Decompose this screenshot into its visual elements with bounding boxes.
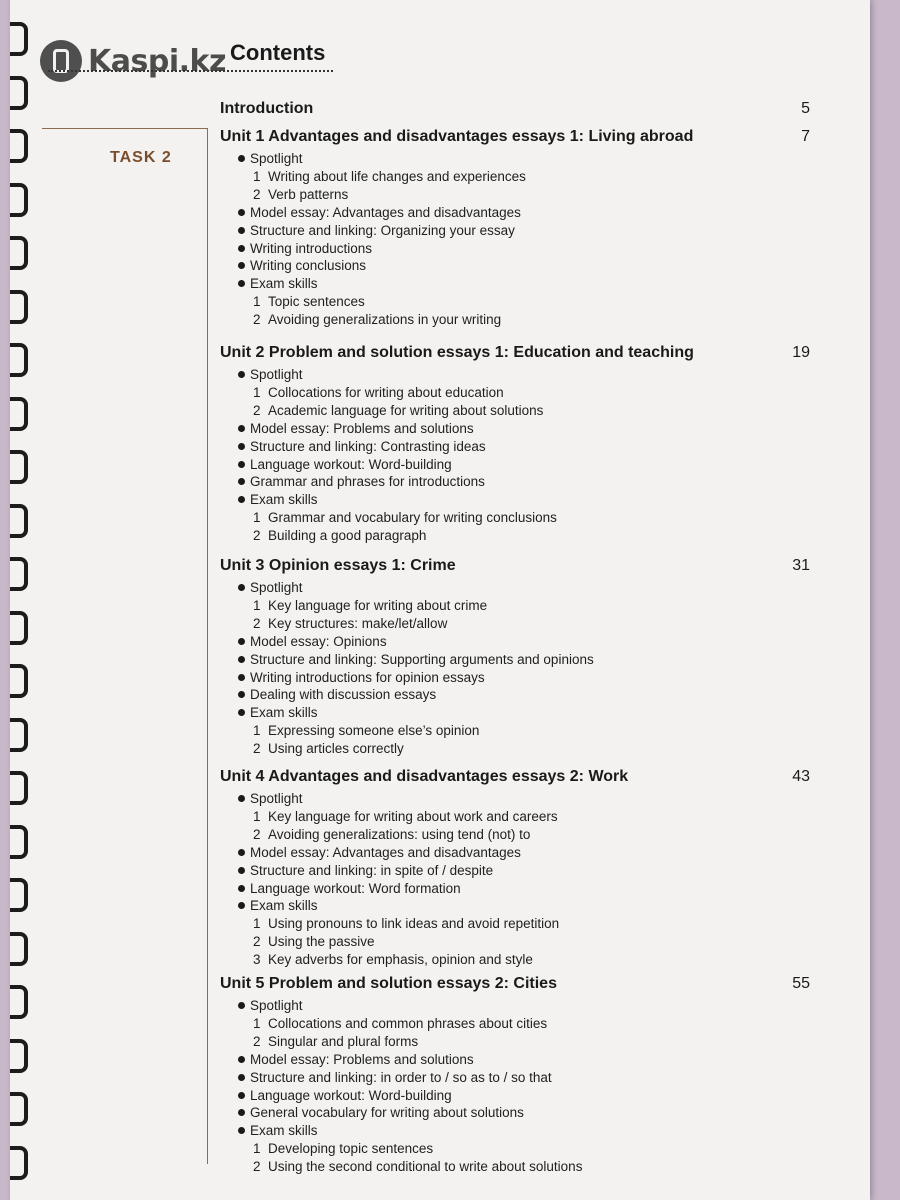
item-text: Structure and linking: Contrasting ideas: [250, 438, 486, 454]
bullet-item: [220, 651, 810, 669]
item-text: Exam skills: [250, 705, 318, 721]
item-text: Spotlight: [250, 791, 303, 806]
item-text: Writing conclusions: [250, 258, 367, 274]
bullet-item: [220, 150, 810, 168]
item-text: Singular and plural forms: [268, 1033, 419, 1049]
bullet-icon: [238, 638, 245, 645]
item-text: Writing introductions: [250, 240, 373, 256]
bullet-icon: [238, 461, 245, 468]
item-text: Topic sentences: [268, 294, 365, 310]
item-number: 2: [253, 615, 261, 631]
item-number: 1: [253, 384, 261, 400]
item-number: 1: [253, 510, 261, 526]
bullet-icon: [238, 245, 245, 252]
bullet-icon: [238, 1092, 245, 1099]
bullet-item: [220, 366, 810, 384]
item-text: Using articles correctly: [268, 741, 404, 757]
unit-entry: [220, 768, 810, 969]
bullet-item: [220, 880, 810, 898]
item-text: Exam skills: [250, 898, 318, 914]
bullet-icon: [238, 674, 245, 681]
numbered-subitem: [220, 509, 810, 527]
unit-title: Unit 1 Advantages and disadvantages essays 1: Living abroad: [220, 128, 694, 145]
item-text: Model essay: Advantages and disadvantages: [250, 204, 521, 220]
numbered-subitem: [220, 186, 810, 204]
bullet-icon: [238, 885, 245, 892]
bullet-icon: [238, 478, 245, 485]
task-label: TASK 2: [110, 149, 172, 166]
item-number: 2: [253, 1033, 261, 1049]
item-text: Structure and linking: Organizing your essay: [250, 222, 515, 238]
bullet-icon: [238, 691, 245, 698]
bullet-item: [220, 844, 810, 862]
unit-heading: [220, 768, 810, 790]
item-text: Spotlight: [250, 151, 303, 166]
item-text: Model essay: Problems and solutions: [250, 1051, 474, 1067]
unit-entry: [220, 557, 810, 758]
bullet-icon: [238, 709, 245, 716]
item-text: Grammar and vocabulary for writing conclusions: [268, 510, 557, 526]
numbered-subitem: [220, 1158, 810, 1176]
item-text: Avoiding generalizations in your writing: [268, 312, 502, 328]
numbered-subitem: [220, 951, 810, 969]
bullet-item: [220, 704, 810, 722]
numbered-subitem: [220, 740, 810, 758]
item-text: Language workout: Word-building: [250, 456, 452, 472]
item-number: 1: [253, 808, 261, 824]
bullet-icon: [238, 1056, 245, 1063]
item-number: 2: [253, 826, 261, 842]
bullet-item: [220, 1104, 810, 1122]
item-text: General vocabulary for writing about solutions: [250, 1105, 524, 1121]
bullet-item: [220, 420, 810, 438]
item-text: Model essay: Opinions: [250, 633, 387, 649]
unit-heading: [220, 975, 810, 997]
bullet-item: [220, 222, 810, 240]
bullet-icon: [238, 656, 245, 663]
introduction-entry: [220, 100, 810, 118]
unit-title: Unit 2 Problem and solution essays 1: Education and teaching: [220, 344, 694, 361]
numbered-subitem: [220, 168, 810, 186]
bullet-icon: [238, 443, 245, 450]
bullet-icon: [238, 795, 245, 802]
bullet-item: [220, 438, 810, 456]
item-text: Collocations for writing about education: [268, 384, 504, 400]
bullet-item: [220, 473, 810, 491]
item-number: 2: [253, 402, 261, 418]
item-number: 1: [253, 294, 261, 310]
item-text: Spotlight: [250, 998, 303, 1013]
unit-heading: [220, 344, 810, 366]
introduction-label: Introduction: [220, 100, 314, 117]
numbered-subitem: [220, 1033, 810, 1051]
item-text: Developing topic sentences: [268, 1141, 434, 1157]
bullet-icon: [238, 1002, 245, 1009]
unit-entry: [220, 128, 810, 329]
item-text: Key structures: make/let/allow: [268, 615, 448, 631]
item-text: Exam skills: [250, 1123, 318, 1139]
item-number: 2: [253, 934, 261, 950]
item-text: Collocations and common phrases about cities: [268, 1015, 548, 1031]
bullet-icon: [238, 584, 245, 591]
item-number: 1: [253, 168, 261, 184]
item-number: 2: [253, 528, 261, 544]
bullet-item: [220, 491, 810, 509]
item-number: 1: [253, 597, 261, 613]
item-number: 1: [253, 1141, 261, 1157]
bullet-icon: [238, 1127, 245, 1134]
item-text: Model essay: Advantages and disadvantages: [250, 844, 521, 860]
numbered-subitem: [220, 1140, 810, 1158]
book-page: [10, 0, 870, 1200]
item-number: 2: [253, 186, 261, 202]
item-text: Grammar and phrases for introductions: [250, 474, 485, 490]
item-number: 2: [253, 312, 261, 328]
item-text: Language workout: Word formation: [250, 880, 461, 896]
item-text: Exam skills: [250, 492, 318, 508]
watermark-text: Kaspi.kz: [88, 43, 226, 79]
numbered-subitem: [220, 597, 810, 615]
numbered-subitem: [220, 826, 810, 844]
item-text: Structure and linking: in order to / so as to / so that: [250, 1069, 552, 1085]
unit-entry: [220, 344, 810, 545]
item-text: Structure and linking: in spite of / despite: [250, 862, 494, 878]
item-text: Expressing someone else’s opinion: [268, 723, 480, 739]
bullet-item: [220, 275, 810, 293]
item-number: 3: [253, 952, 261, 968]
item-text: Writing about life changes and experiences: [268, 168, 526, 184]
bullet-item: [220, 1122, 810, 1140]
item-text: Using the passive: [268, 934, 375, 950]
unit-title: Unit 3 Opinion essays 1: Crime: [220, 557, 456, 574]
unit-page-number: 19: [792, 344, 810, 361]
item-text: Spotlight: [250, 580, 303, 595]
unit-heading: [220, 557, 810, 579]
item-text: Academic language for writing about solutions: [268, 402, 544, 418]
item-text: Dealing with discussion essays: [250, 687, 437, 703]
item-text: Writing introductions for opinion essays: [250, 669, 485, 685]
item-number: 1: [253, 916, 261, 932]
numbered-subitem: [220, 722, 810, 740]
bullet-icon: [238, 155, 245, 162]
bullet-item: [220, 862, 810, 880]
bullet-item: [220, 579, 810, 597]
numbered-subitem: [220, 402, 810, 420]
page-title: Contents: [230, 40, 326, 65]
bullet-item: [220, 790, 810, 808]
bullet-icon: [238, 902, 245, 909]
numbered-subitem: [220, 527, 810, 545]
bullet-item: [220, 686, 810, 704]
unit-page-number: 31: [792, 557, 810, 574]
item-text: Key language for writing about work and careers: [268, 808, 558, 824]
unit-page-number: 55: [792, 975, 810, 992]
item-text: Key language for writing about crime: [268, 597, 488, 613]
bullet-icon: [238, 1109, 245, 1116]
bullet-icon: [238, 280, 245, 287]
bullet-item: [220, 456, 810, 474]
item-text: Language workout: Word-building: [250, 1087, 452, 1103]
bullet-item: [220, 1087, 810, 1105]
bullet-item: [220, 240, 810, 258]
unit-page-number: 7: [801, 128, 810, 145]
item-number: 2: [253, 1159, 261, 1175]
bullet-icon: [238, 1074, 245, 1081]
bullet-icon: [238, 227, 245, 234]
numbered-subitem: [220, 808, 810, 826]
numbered-subitem: [220, 915, 810, 933]
item-number: 1: [253, 723, 261, 739]
item-text: Using the second conditional to write about solutions: [268, 1159, 583, 1175]
numbered-subitem: [220, 311, 810, 329]
bullet-icon: [238, 371, 245, 378]
item-text: Building a good paragraph: [268, 528, 427, 544]
item-text: Spotlight: [250, 367, 303, 382]
bullet-item: [220, 1051, 810, 1069]
unit-title: Unit 5 Problem and solution essays 2: Cities: [220, 975, 557, 992]
item-text: Verb patterns: [268, 186, 349, 202]
bullet-item: [220, 633, 810, 651]
item-text: Model essay: Problems and solutions: [250, 420, 474, 436]
item-number: 2: [253, 741, 261, 757]
bullet-icon: [238, 867, 245, 874]
unit-entry: [220, 975, 810, 1176]
bullet-item: [220, 997, 810, 1015]
table-of-contents: [10, 0, 870, 1200]
unit-heading: [220, 128, 810, 150]
bullet-icon: [238, 849, 245, 856]
numbered-subitem: [220, 384, 810, 402]
bullet-icon: [238, 425, 245, 432]
item-text: Using pronouns to link ideas and avoid repetition: [268, 916, 560, 932]
bullet-icon: [238, 209, 245, 216]
bullet-item: [220, 897, 810, 915]
bullet-item: [220, 669, 810, 687]
bullet-item: [220, 1069, 810, 1087]
bullet-icon: [238, 496, 245, 503]
numbered-subitem: [220, 293, 810, 311]
item-number: 1: [253, 1015, 261, 1031]
numbered-subitem: [220, 933, 810, 951]
unit-page-number: 43: [792, 768, 810, 785]
unit-title: Unit 4 Advantages and disadvantages essays 2: Work: [220, 768, 629, 785]
bullet-item: [220, 204, 810, 222]
bullet-item: [220, 257, 810, 275]
item-text: Avoiding generalizations: using tend (not) to: [268, 826, 531, 842]
introduction-page: 5: [801, 100, 810, 117]
item-text: Key adverbs for emphasis, opinion and style: [268, 952, 533, 968]
item-text: Structure and linking: Supporting arguments and opinions: [250, 651, 594, 667]
bullet-icon: [238, 262, 245, 269]
numbered-subitem: [220, 615, 810, 633]
numbered-subitem: [220, 1015, 810, 1033]
item-text: Exam skills: [250, 276, 318, 292]
